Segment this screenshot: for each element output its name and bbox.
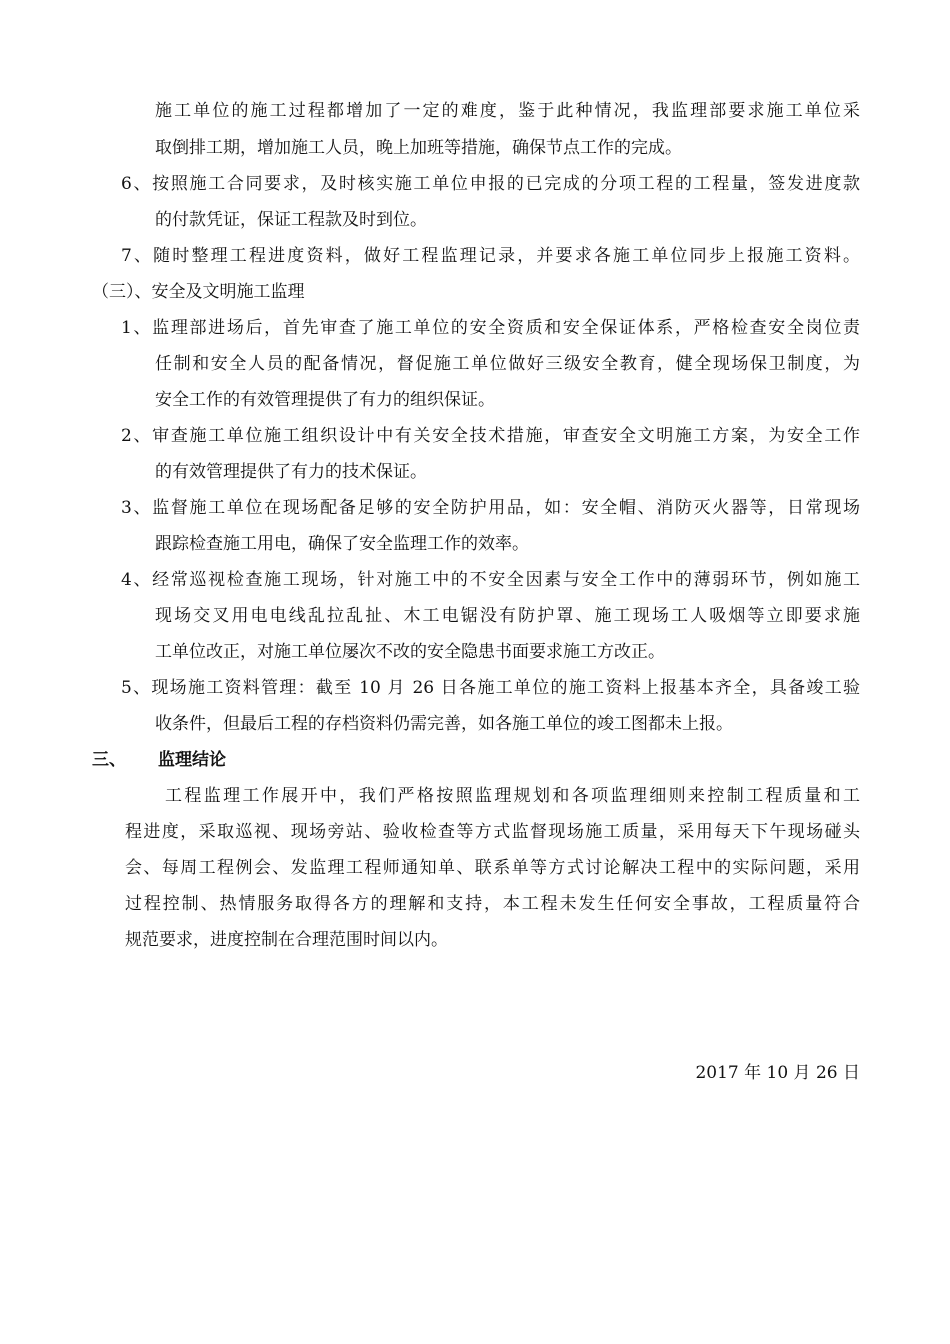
paragraph-line: 取倒排工期，增加施工人员，晚上加班等措施，确保节点工作的完成。 [155, 138, 682, 158]
paragraph-line: 安全工作的有效管理提供了有力的组织保证。 [155, 390, 495, 410]
subsection-heading: （三）、安全及文明施工监理 [92, 282, 305, 302]
paragraph-line: 工单位改正，对施工单位屡次不改的安全隐患书面要求施工方改正。 [155, 642, 665, 662]
paragraph-line: 任制和安全人员的配备情况，督促施工单位做好三级安全教育，健全现场保卫制度，为 [155, 354, 860, 374]
paragraph-line: 施工单位的施工过程都增加了一定的难度，鉴于此种情况，我监理部要求施工单位采 [155, 101, 860, 121]
paragraph-line: 现场交叉用电电线乱拉乱扯、木工电锯没有防护罩、施工现场工人吸烟等立即要求施 [155, 606, 860, 626]
section-title: 监理结论 [158, 750, 226, 770]
paragraph-line: 1、监理部进场后，首先审查了施工单位的安全资质和安全保证体系，严格检查安全岗位责 [121, 318, 860, 338]
paragraph-line: 的有效管理提供了有力的技术保证。 [155, 462, 427, 482]
paragraph-line: 收条件，但最后工程的存档资料仍需完善，如各施工单位的竣工图都未上报。 [155, 714, 733, 734]
paragraph-line: 过程控制、热情服务取得各方的理解和支持，本工程未发生任何安全事故，工程质量符合 [125, 894, 860, 914]
paragraph-line: 7、随时整理工程进度资料，做好工程监理记录，并要求各施工单位同步上报施工资料。 [121, 246, 860, 266]
paragraph-line: 3、监督施工单位在现场配备足够的安全防护用品，如：安全帽、消防灭火器等，日常现场 [121, 498, 860, 518]
section-number: 三、 [92, 750, 126, 770]
paragraph-line: 的付款凭证，保证工程款及时到位。 [155, 210, 427, 230]
paragraph-line: 工程监理工作展开中，我们严格按照监理规划和各项监理细则来控制工程质量和工 [165, 786, 860, 806]
paragraph-line: 会、每周工程例会、发监理工程师通知单、联系单等方式讨论解决工程中的实际问题，采用 [125, 858, 860, 878]
paragraph-line: 4、经常巡视检查施工现场，针对施工中的不安全因素与安全工作中的薄弱环节，例如施工 [121, 570, 860, 590]
document-date: 2017 年 10 月 26 日 [695, 1063, 860, 1083]
paragraph-line: 规范要求，进度控制在合理范围时间以内。 [125, 930, 448, 950]
paragraph-line: 跟踪检查施工用电，确保了安全监理工作的效率。 [155, 534, 529, 554]
paragraph-line: 2、审查施工单位施工组织设计中有关安全技术措施，审查安全文明施工方案，为安全工作 [121, 426, 860, 446]
paragraph-line: 程进度，采取巡视、现场旁站、验收检查等方式监督现场施工质量，采用每天下午现场碰头 [125, 822, 860, 842]
paragraph-line: 6、按照施工合同要求，及时核实施工单位申报的已完成的分项工程的工程量，签发进度款 [121, 174, 860, 194]
paragraph-line: 5、现场施工资料管理：截至 10 月 26 日各施工单位的施工资料上报基本齐全，具备竣工验 [121, 678, 860, 698]
